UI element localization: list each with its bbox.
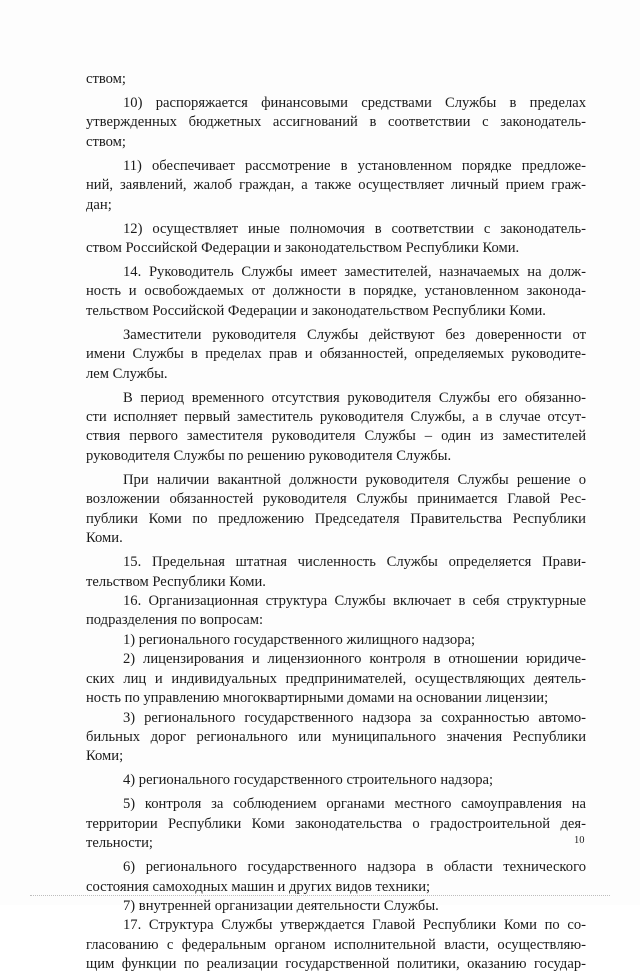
text-line: В период временного отсутствия руководителя Службы его обязанно- [123, 389, 586, 406]
text-line: Коми. [86, 530, 123, 547]
text-line: руководителя Службы по решению руководителя Службы. [86, 447, 452, 464]
text-line: Заместители руководителя Службы действуют без доверенности от [123, 326, 586, 343]
text-line: ность и освобождаемых от должности в порядке, установленном законода- [86, 283, 586, 300]
text-line: 4) регионального государственного строительного надзора; [123, 772, 494, 789]
text-line: щим функции по реализации государственной политики, оказанию государ- [86, 956, 586, 973]
text-line: дан; [86, 196, 112, 213]
text-line: 7) внутренней организации деятельности Службы. [123, 898, 439, 914]
text-line: Коми; [86, 748, 124, 765]
scan-footer-line [30, 895, 610, 898]
text-line: При наличии вакантной должности руководителя Службы решение о [123, 471, 586, 488]
page-number: 10 [574, 835, 585, 846]
text-line: 6) регионального государственного надзора в области технического [123, 859, 586, 876]
text-line: 16. Организационная структура Службы включает в себя структурные [123, 592, 586, 609]
text-line: тельности; [86, 835, 153, 852]
text-line: ность по управлению многоквартирными домами на основании лицензии; [86, 690, 549, 707]
text-line: состояния самоходных машин и других видов техники; [86, 878, 431, 895]
text-line: ством Российской Федерации и законодательством Республики Коми. [86, 240, 520, 256]
text-line: 12) осуществляет иные полномочия в соответствии с законодатель- [123, 220, 586, 237]
document-body [86, 70, 586, 975]
text-line: гласованию с федеральным органом исполнительной власти, осуществляю- [86, 936, 586, 953]
text-line: 5) контроля за соблюдением органами местного самоуправления на [123, 796, 586, 813]
text-line: территории Республики Коми законодательства о градостроительной дея- [86, 815, 586, 832]
text-line: лем Службы. [86, 365, 168, 382]
text-line: 2) лицензирования и лицензионного контроля в отношении юридиче- [123, 651, 586, 668]
text-line: подразделения по вопросам: [86, 612, 264, 629]
text-line: публики Коми по предложению Председателя Правительства Республики [86, 510, 586, 527]
text-line: ских лиц и индивидуальных предпринимателей, осуществляющих деятель- [86, 670, 586, 687]
text-line: 15. Предельная штатная численность Службы определяется Прави- [123, 554, 586, 571]
text-line: 14. Руководитель Службы имеет заместителей, назначаемых на долж- [123, 263, 586, 280]
text-line: имени Службы в пределах прав и обязанностей, определяемых руководите- [86, 346, 586, 363]
text-line: ствия первого заместителя руководителя Службы – один из заместителей [86, 428, 586, 445]
text-line: 10) распоряжается финансовыми средствами Службы в пределах [123, 94, 586, 111]
text-line: утвержденных бюджетных ассигнований в соответствии с законодатель- [86, 114, 586, 131]
text-line: тельством Российской Федерации и законодательством Республики Коми. [86, 302, 546, 319]
text-line: 11) обеспечивает рассмотрение в установленном порядке предложе- [123, 157, 586, 174]
text-line: 17. Структура Службы утверждается Главой Республики Коми по со- [123, 917, 586, 934]
text-line: ний, заявлений, жалоб граждан, а также осуществляет личный прием граж- [86, 177, 586, 194]
text-line: ством; [86, 71, 126, 87]
text-line: возложении обязанностей руководителя Службы принимается Главой Рес- [86, 491, 586, 508]
text-line: сти исполняет первый заместитель руководителя Службы, а в случае отсут- [86, 409, 586, 425]
text-line: 1) регионального государственного жилищного надзора; [123, 631, 476, 648]
text-line: бильных дорог регионального или муниципального значения Республики [86, 729, 586, 745]
text-line: 3) регионального государственного надзора за сохранностью автомо- [123, 709, 586, 726]
text-line: ством; [86, 133, 126, 150]
text-line: тельством Республики Коми. [86, 573, 266, 590]
